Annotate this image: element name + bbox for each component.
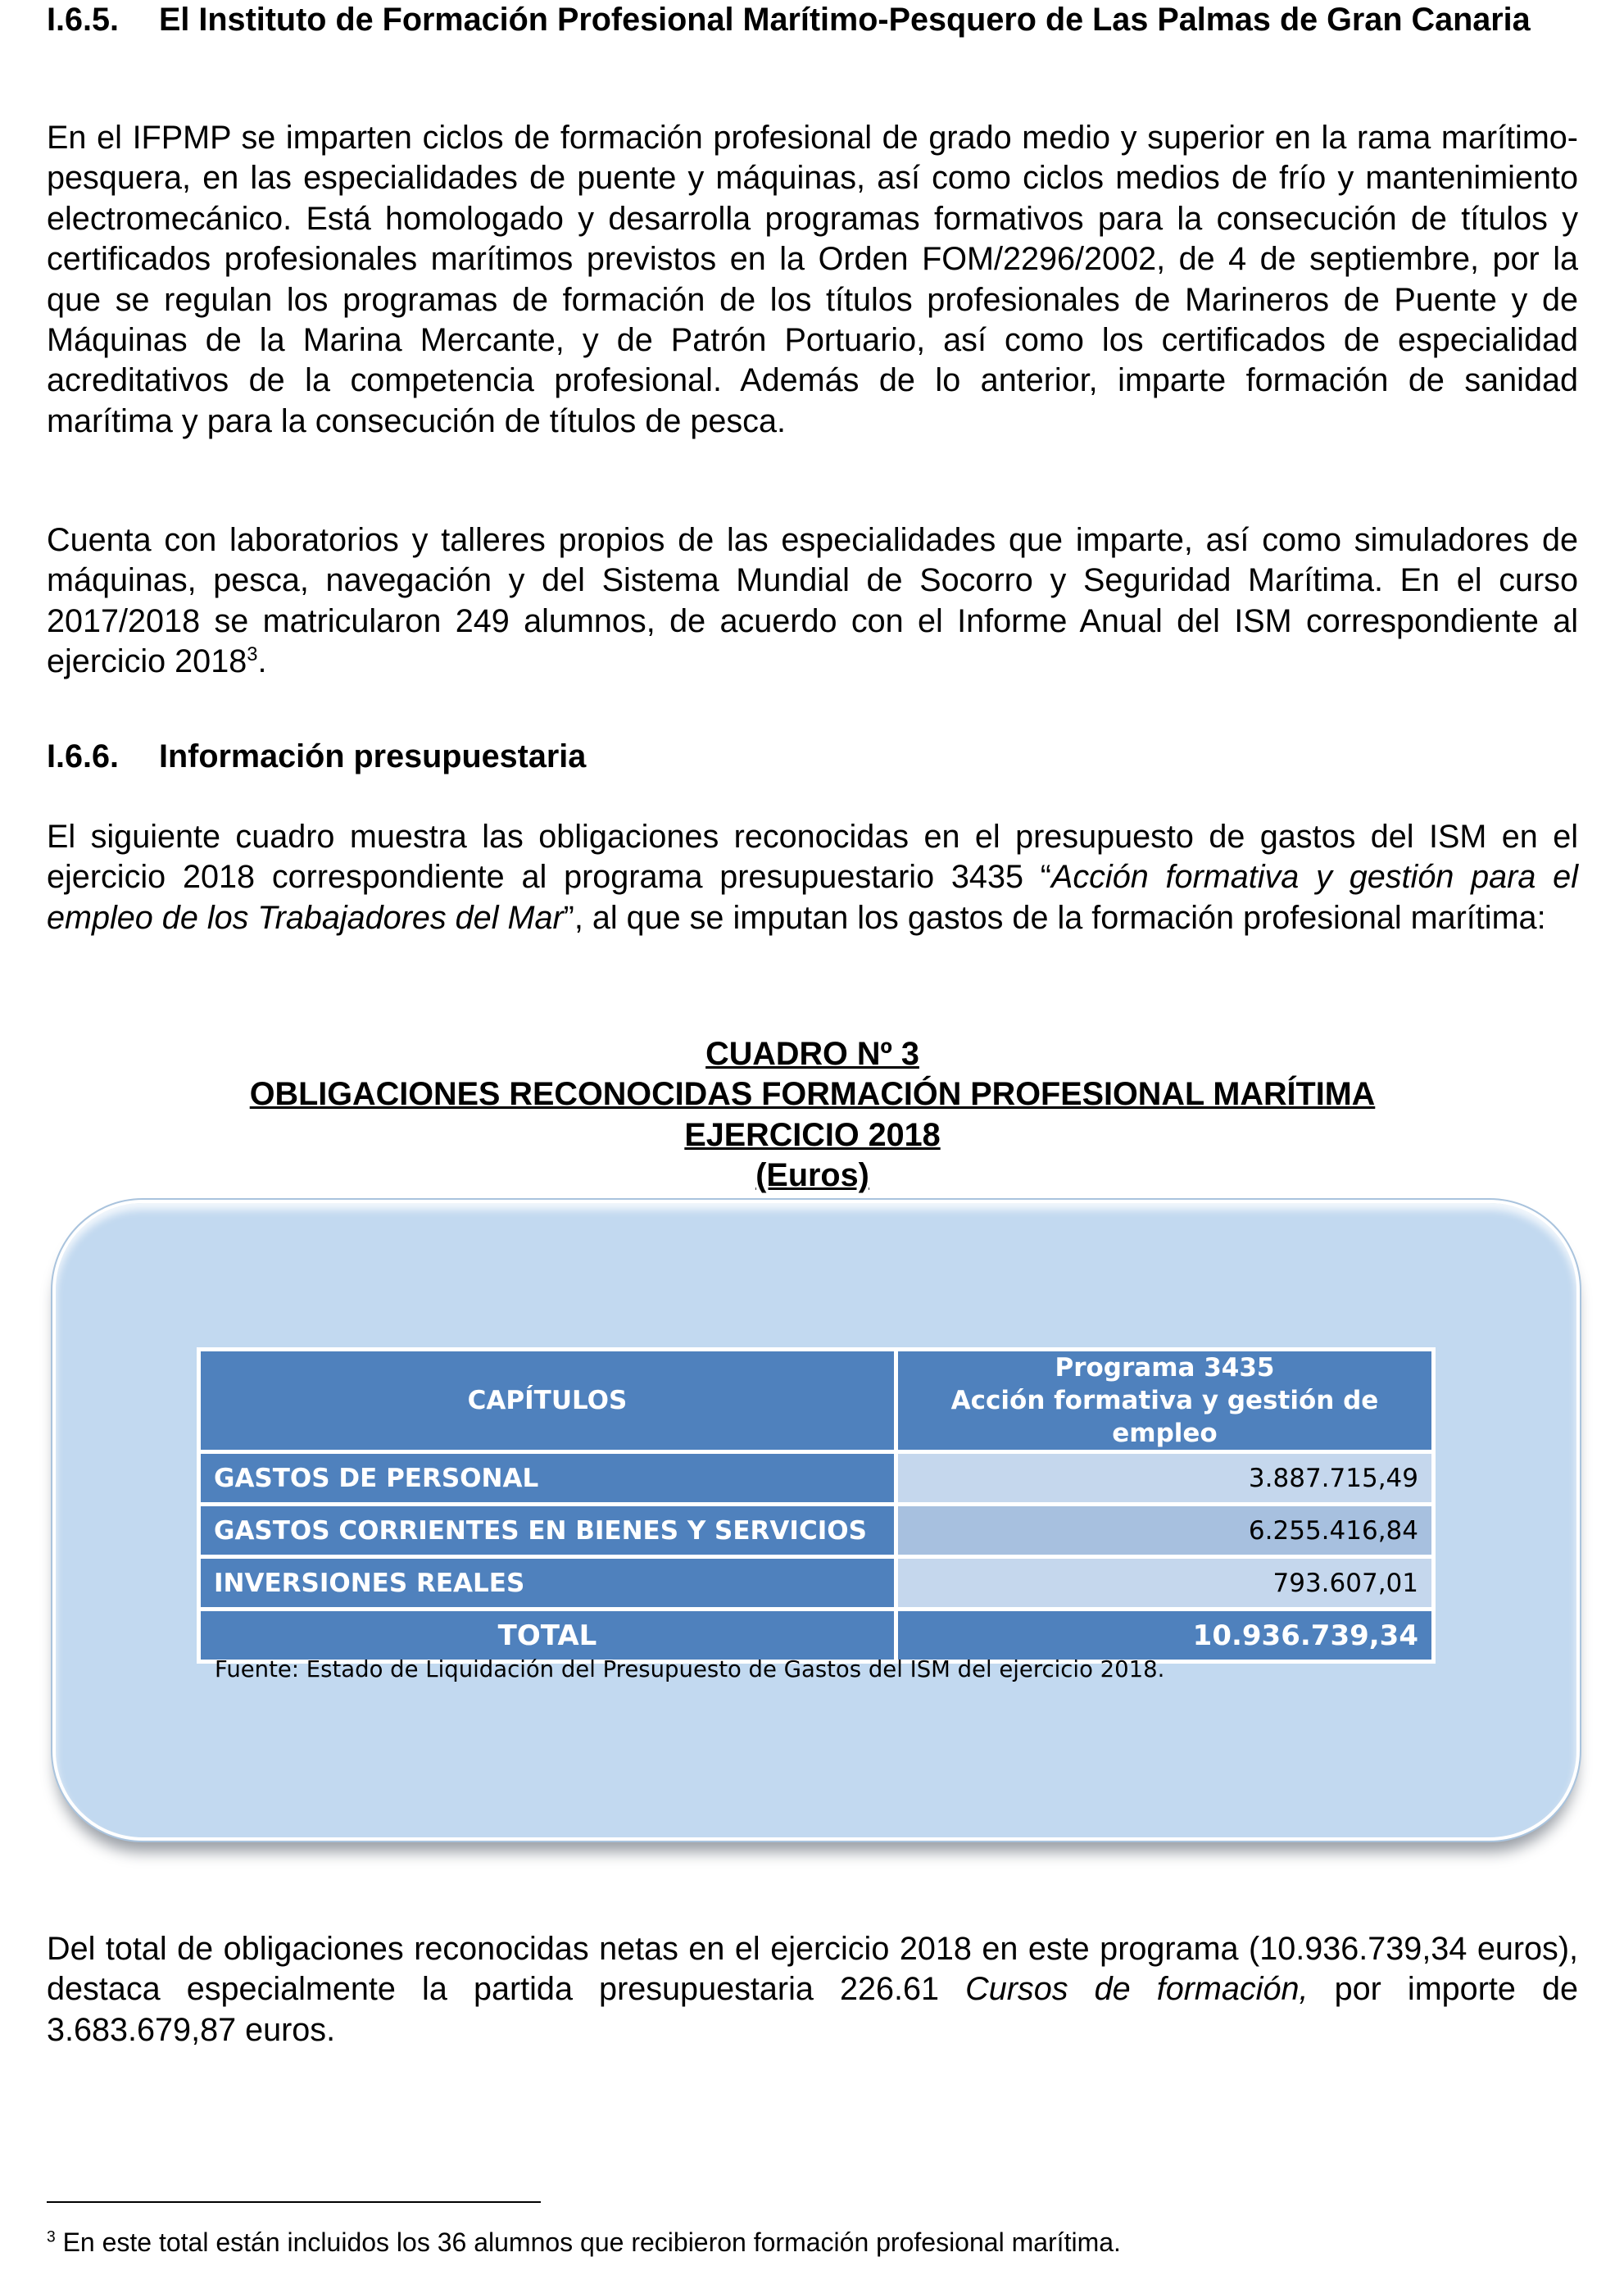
section-number: I.6.6. <box>47 738 120 774</box>
conclusion-text-after: por importe de 3.683.679,87 euros. <box>47 1971 1579 2048</box>
section-heading-165 <box>47 0 1578 81</box>
header-chapters: CAPÍTULOS <box>199 1350 896 1452</box>
footnote-reference: 3 <box>247 643 258 666</box>
conclusion-text-before: Del total de obligaciones reconocidas netas en el ejercicio 2018 en este programa (10.936.739,34 euros), destaca especialmente la partida presupuestaria 226.61 <box>47 1931 1578 2008</box>
footnote-text: En este total están incluidos los 36 alumnos que recibieron formación profesional marítima. <box>55 2227 1121 2257</box>
row-value: 3.887.715,49 <box>896 1452 1434 1505</box>
row-label: GASTOS DE PERSONAL <box>199 1452 896 1505</box>
table-total-row <box>199 1610 1434 1662</box>
row-label: INVERSIONES REALES <box>199 1557 896 1610</box>
row-label: GASTOS CORRIENTES EN BIENES Y SERVICIOS <box>199 1505 896 1557</box>
row-value: 6.255.416,84 <box>896 1505 1434 1557</box>
conclusion-italic: Cursos de formación, <box>965 1971 1309 2008</box>
header-program-line1: Programa 3435 <box>1055 1353 1275 1383</box>
section-title: El Instituto de Formación Profesional Marítimo-Pesquero de Las Palmas de Gran Canaria <box>159 2 1531 38</box>
footnote-divider <box>47 2201 541 2203</box>
intro-text-after: ”, al que se imputan los gastos de la formación profesional marítima: <box>563 899 1546 936</box>
program-name-italic: Acción formativa y gestión para el empleo de los Trabajadores del Mar <box>47 859 1578 936</box>
total-value: 10.936.739,34 <box>896 1610 1434 1662</box>
table-row <box>199 1505 1434 1557</box>
table-source-note: Fuente: Estado de Liquidación del Presupuesto de Gastos del ISM del ejercicio 2018. <box>215 1656 1165 1682</box>
paragraph-conclusion <box>47 1929 1578 2050</box>
cuadro-title: OBLIGACIONES RECONOCIDAS FORMACIÓN PROFESIONAL MARÍTIMA <box>249 1076 1376 1113</box>
cuadro-title-block <box>47 1034 1578 1197</box>
section-heading-166 <box>47 737 1578 778</box>
budget-table <box>197 1347 1436 1664</box>
section-title: Información presupuestaria <box>159 738 587 774</box>
paragraph-cuadro-intro <box>47 817 1578 938</box>
cuadro-year: EJERCICIO 2018 <box>684 1116 941 1153</box>
footnote-mark: 3 <box>47 2228 56 2246</box>
paragraph-laboratorios <box>47 520 1578 683</box>
cuadro-units: (Euros) <box>755 1157 869 1194</box>
header-program-line2: Acción formativa y gestión de empleo <box>950 1386 1379 1448</box>
table-header-row <box>199 1350 1434 1452</box>
table-row <box>199 1452 1434 1505</box>
table-row <box>199 1557 1434 1610</box>
intro-text-before: El siguiente cuadro muestra las obligaciones reconocidas en el presupuesto de gastos del ISM en el ejercicio 2018 correspondiente al programa presupuestario 3435 “ <box>47 819 1578 896</box>
total-label: TOTAL <box>199 1610 896 1662</box>
paragraph-laboratorios-end: . <box>257 643 267 680</box>
footnote <box>47 2226 1121 2259</box>
row-value: 793.607,01 <box>896 1557 1434 1610</box>
paragraph-ifpmp: En el IFPMP se imparten ciclos de formación profesional de grado medio y superior en la rama marítimo-pesquera, en las especialidades de puente y máquinas, así como ciclos medios de frío y mantenimiento electromecánico. Está homologado y desarrolla programas formativos para la consecución de títulos y certificados profesionales marítimos previstos en la Orden FOM/2296/2002, de 4 de septiembre, por la que se regulan los programas de formación de los títulos profesionales de Marineros de Puente y de Máquinas de la Marina Mercante, y de Patrón Portuario, así como los certificados de especialidad acreditativos de la competencia profesional. Además de lo anterior, imparte formación de sanidad marítima y para la consecución de títulos de pesca. <box>47 120 1578 439</box>
section-number: I.6.5. <box>47 2 120 38</box>
paragraph-laboratorios-text: Cuenta con laboratorios y talleres propios de las especialidades que imparte, así como simuladores de máquinas, pesca, navegación y del Sistema Mundial de Socorro y Seguridad Marítima. En el curso 2017/2018 se matricularon 249 alumnos, de acuerdo con el Informe Anual del ISM correspondiente al ejercicio 2018 <box>47 522 1578 680</box>
cuadro-number: CUADRO Nº 3 <box>705 1036 919 1072</box>
header-program <box>896 1350 1434 1452</box>
